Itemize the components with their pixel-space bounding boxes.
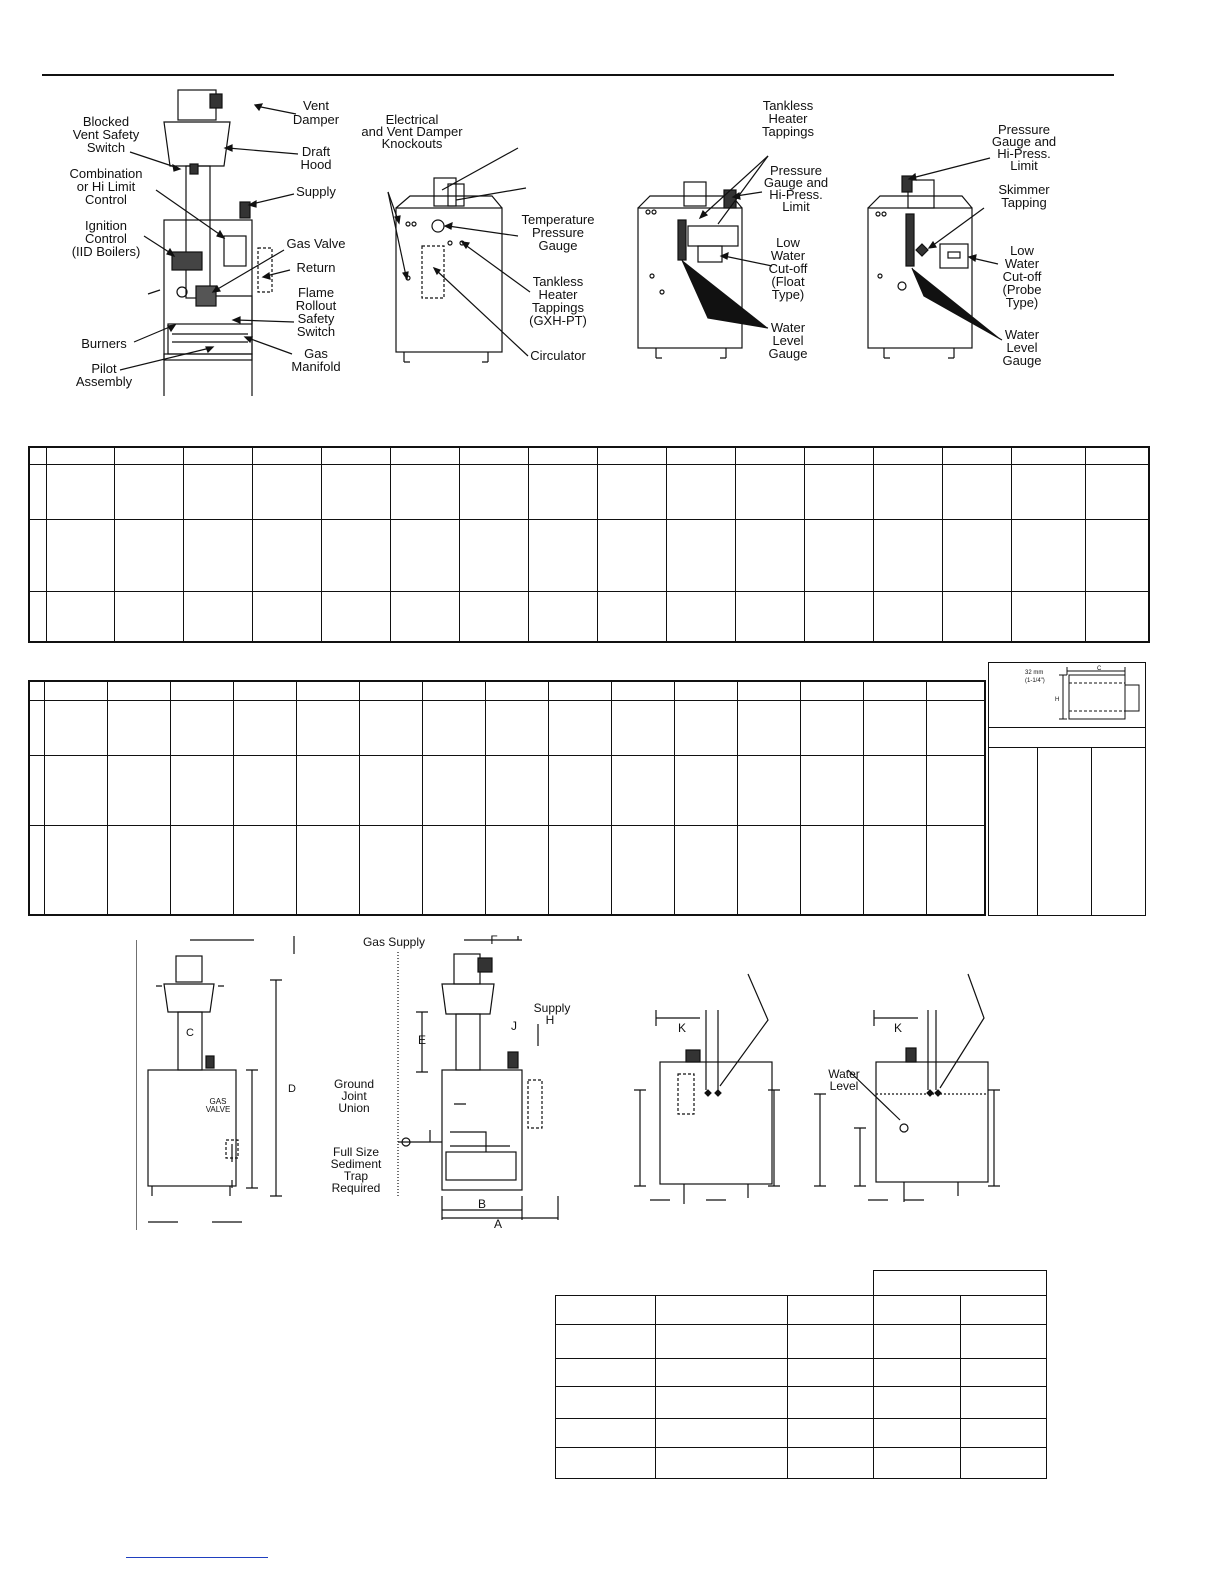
dim-k-label: K	[894, 1021, 903, 1035]
skimmer-tapping-label: Skimmer Tapping	[998, 182, 1050, 210]
water-level-label: Water Level	[828, 1067, 860, 1093]
dim-c-label: C	[186, 1027, 194, 1039]
circulator-label: Circulator	[530, 348, 586, 363]
footer-link-rule	[126, 1557, 268, 1558]
pilot-assembly-label: Pilot Assembly	[75, 361, 133, 389]
dim-k-label: K	[678, 1021, 687, 1035]
blocked-vent-label: Blocked Vent Safety Switch	[72, 114, 140, 155]
header-rule	[42, 74, 1114, 76]
return-label: Return	[296, 260, 336, 275]
pressure-gauge-label: Pressure Gauge and Hi-Press. Limit	[991, 122, 1057, 173]
electrical-knockouts-label: Electrical and Vent Damper Knockouts	[361, 112, 463, 151]
ground-joint-union-label: Ground Joint Union	[333, 1077, 375, 1115]
inset-h-label: H	[1055, 697, 1060, 703]
dim-a-label: A	[493, 1217, 503, 1231]
inset-c-label: C	[1097, 666, 1102, 672]
tankless-tappings-label: Tankless Heater Tappings	[761, 98, 815, 139]
low-water-cutoff-label: Low Water Cut-off (Float Type)	[768, 235, 808, 302]
water-level-gauge-label: Water Level Gauge	[768, 320, 808, 361]
inset-divider	[989, 747, 1145, 748]
boiler-gxh-pt-figure	[352, 100, 614, 370]
dim-h-label: H	[545, 1013, 555, 1027]
inset-dim-32: 32 mm	[1025, 670, 1044, 676]
ignition-label: Ignition Control (IID Boilers)	[71, 218, 141, 259]
combination-label: Combination or Hi Limit Control	[69, 166, 143, 207]
specs-table-3	[555, 1295, 1047, 1479]
boiler-components-figure	[60, 86, 360, 396]
table-3-group-header	[873, 1270, 1047, 1296]
dimension-front-figure	[136, 932, 304, 1232]
temp-pressure-gauge-label: Temperature Pressure Gauge	[521, 212, 595, 253]
float-type-figure	[628, 96, 860, 370]
inset-diagram	[989, 663, 1145, 729]
probe-dimension-figure	[808, 970, 1008, 1210]
gas-valve-label: Gas Valve	[286, 236, 346, 251]
sediment-trap-label: Full Size Sediment Trap Required	[330, 1145, 382, 1195]
inset-col-divider	[1091, 748, 1092, 915]
vent-damper-label: Vent Damper	[292, 98, 340, 127]
probe-type-figure	[862, 118, 1074, 370]
supply-label: Supply	[296, 184, 336, 199]
dim-d-label: D	[288, 1083, 296, 1095]
dim-b-label: B	[477, 1197, 487, 1211]
tankless-dimension-figure	[630, 970, 790, 1210]
water-level-gauge-label: Water Level Gauge	[1002, 327, 1042, 368]
draft-hood-label: Draft Hood	[300, 144, 332, 172]
flame-rollout-label: Flame Rollout Safety Switch	[295, 285, 337, 339]
gas-supply-label: Gas Supply	[362, 935, 426, 949]
specs-table-1	[28, 446, 1150, 643]
supply-label: Supply	[533, 1001, 571, 1015]
dim-j-label: J	[511, 1019, 517, 1033]
dim-e-label: E	[417, 1033, 427, 1047]
gas-valve-label: GAS VALVE	[205, 1097, 231, 1114]
dimension-side-figure	[326, 932, 588, 1236]
tankless-tappings-label: Tankless Heater Tappings (GXH-PT)	[529, 274, 587, 328]
specs-table-2	[28, 680, 986, 916]
low-water-cutoff-label: Low Water Cut-off (Probe Type)	[1002, 243, 1042, 310]
inset-col-divider	[1037, 748, 1038, 915]
dim-f-label: F	[490, 933, 498, 947]
gas-manifold-label: Gas Manifold	[291, 346, 341, 374]
burners-label: Burners	[81, 336, 127, 351]
inset-dim-32-inch: (1-1/4")	[1025, 678, 1045, 684]
pressure-gauge-label: Pressure Gauge and Hi-Press. Limit	[763, 163, 829, 214]
tankless-inset-box	[988, 662, 1146, 916]
inset-divider	[989, 727, 1145, 728]
